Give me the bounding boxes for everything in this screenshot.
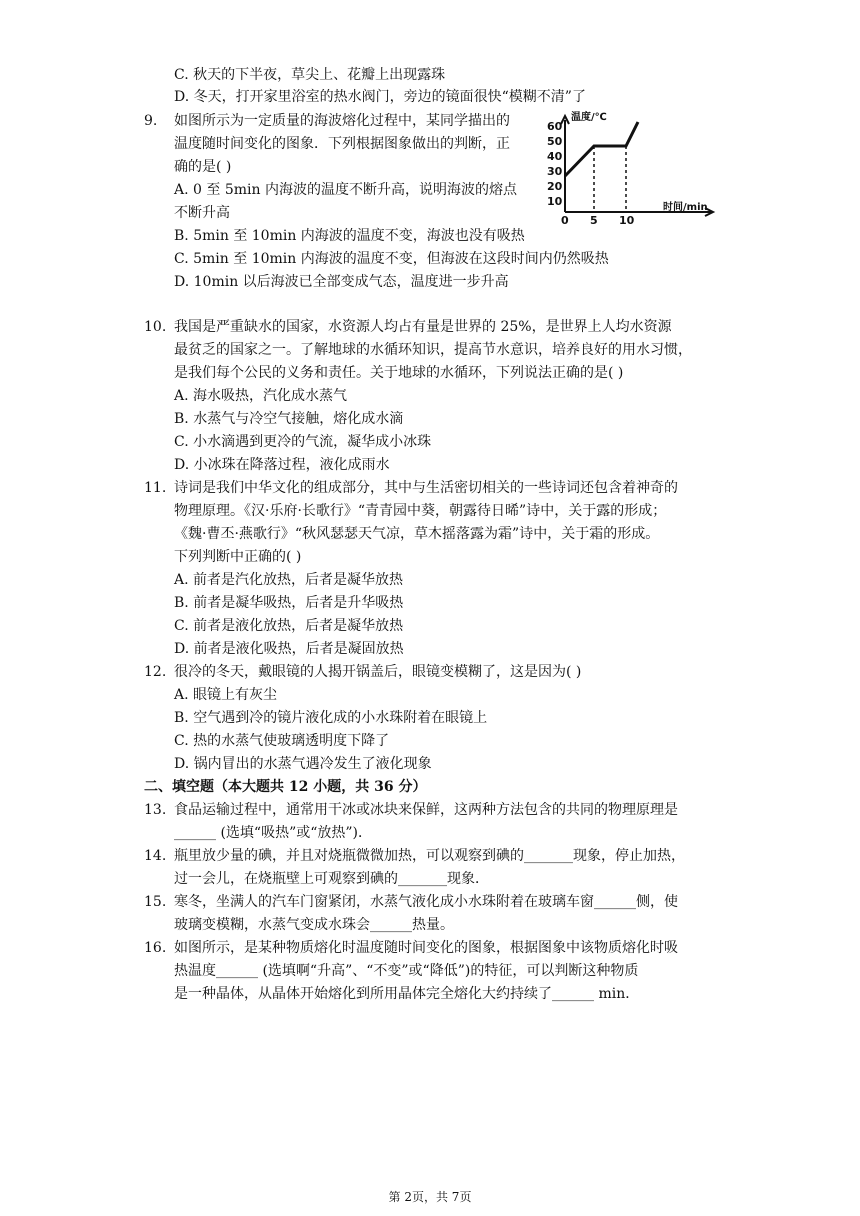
question-text: 是我们每个公民的义务和责任。关于地球的水循环，下列说法正确的是( ): [174, 365, 624, 381]
question-text: 下列判断中正确的( ): [174, 549, 302, 565]
question-text: 过一会儿，在烧瓶壁上可观察到碘的_______现象．: [174, 871, 489, 887]
page-footer: 第 2页，共 7页: [388, 1190, 472, 1204]
option-line: C. 热的水蒸气使玻璃透明度下降了: [174, 733, 390, 749]
question-text: 如图所示为一定质量的海波熔化过程中，某同学描出的: [174, 113, 510, 129]
option-line: C. 秋天的下半夜，草尖上、花瓣上出现露珠: [174, 67, 446, 83]
y-tick-label: 60: [547, 120, 563, 133]
question-number: 14.: [144, 848, 167, 864]
question-text: 玻璃变模糊，水蒸气变成水珠会______热量。: [174, 917, 454, 933]
option-line: B. 5min 至 10min 内海波的温度不变，海波也没有吸热: [174, 228, 525, 244]
option-line: D. 10min 以后海波已全部变成气态，温度进一步升高: [174, 274, 509, 290]
option-line: B. 前者是凝华吸热，后者是升华吸热: [174, 595, 404, 611]
x-tick-label: 5: [590, 214, 598, 227]
y-tick-label: 20: [547, 180, 563, 193]
y-tick-label: 40: [547, 150, 563, 163]
question-text: 温度随时间变化的图象．下列根据图象做出的判断，正: [174, 136, 510, 152]
question-number: 9.: [144, 113, 158, 129]
question-text: 食品运输过程中，通常用干冰或冰块来保鲜，这两种方法包含的共同的物理原理是: [174, 802, 678, 818]
question-text: 热温度______ (选填啊“升高”、“不变”或“降低”)的特征，可以判断这种物质: [174, 963, 639, 979]
option-line: A. 0 至 5min 内海波的温度不断升高，说明海波的熔点: [174, 182, 517, 198]
question-number: 12.: [144, 664, 167, 680]
option-line: D. 前者是液化吸热，后者是凝固放热: [174, 641, 404, 657]
x-tick-label: 10: [619, 214, 635, 227]
option-line: A. 前者是汽化放热，后者是凝华放热: [174, 572, 404, 588]
y-axis-label: 温度/℃: [571, 112, 607, 123]
option-line: B. 水蒸气与冷空气接触，熔化成水滴: [174, 411, 404, 427]
question-number: 10.: [144, 319, 167, 335]
y-tick-label: 50: [547, 135, 563, 148]
x-tick-label: 0: [561, 214, 569, 227]
x-axis-label: 时间/min: [663, 202, 708, 213]
option-line: D. 冬天，打开家里浴室的热水阀门，旁边的镜面很快“模糊不清”了: [174, 89, 586, 105]
question-text: 瓶里放少量的碘，并且对烧瓶微微加热，可以观察到碘的_______现象，停止加热，: [174, 848, 685, 864]
question-text: 确的是( ): [174, 159, 232, 175]
question-text: 我国是严重缺水的国家，水资源人均占有量是世界的 25%，是世界上人均水资源: [174, 319, 672, 335]
question-number: 15.: [144, 894, 167, 910]
option-line: A. 海水吸热，汽化成水蒸气: [174, 388, 348, 404]
option-line: C. 5min 至 10min 内海波的温度不变，但海波在这段时间内仍然吸热: [174, 251, 609, 267]
option-line: B. 空气遇到冷的镜片液化成的小水珠附着在眼镜上: [174, 710, 488, 726]
temperature-curve: [565, 122, 638, 176]
y-tick-label: 10: [547, 195, 563, 208]
question-text: 最贫乏的国家之一。了解地球的水循环知识，提高节水意识，培养良好的用水习惯，: [174, 342, 692, 358]
question-number: 11.: [144, 480, 167, 496]
question-text: 是一种晶体，从晶体开始熔化到所用晶体完全熔化大约持续了______ min．: [174, 986, 640, 1002]
option-line: A. 眼镜上有灰尘: [174, 687, 278, 703]
question-text: ______ (选填“吸热”或“放热”)．: [174, 825, 373, 841]
option-line: D. 锅内冒出的水蒸气遇冷发生了液化现象: [174, 756, 432, 772]
question-number: 13.: [144, 802, 167, 818]
section-heading: 二、填空题（本大题共 12 小题，共 36 分）: [144, 779, 427, 795]
question-text: 很冷的冬天，戴眼镜的人揭开锅盖后，眼镜变模糊了，这是因为( ): [174, 664, 582, 680]
option-line: D. 小冰珠在降落过程，液化成雨水: [174, 457, 390, 473]
option-line: 不断升高: [174, 205, 230, 221]
y-tick-label: 30: [547, 165, 563, 178]
question-text: 物理原理。《汉·乐府·长歌行》“青青园中葵，朝露待日晞”诗中，关于露的形成；: [174, 503, 667, 519]
option-line: C. 前者是液化放热，后者是凝华放热: [174, 618, 404, 634]
question-number: 16.: [144, 940, 167, 956]
option-line: C. 小水滴遇到更冷的气流，凝华成小冰珠: [174, 434, 432, 450]
question-text: 诗词是我们中华文化的组成部分，其中与生活密切相关的一些诗词还包含着神奇的: [174, 480, 678, 496]
question-text: 《魏·曹丕·燕歌行》“秋风瑟瑟天气凉，草木摇落露为霜”诗中，关于霜的形成。: [174, 526, 660, 542]
question-text: 如图所示，是某种物质熔化时温度随时间变化的图象，根据图象中该物质熔化时吸: [174, 940, 678, 956]
question-text: 寒冬，坐满人的汽车门窗紧闭，水蒸气液化成小水珠附着在玻璃车窗______侧，使: [174, 894, 678, 910]
temperature-time-graph: [543, 108, 723, 228]
